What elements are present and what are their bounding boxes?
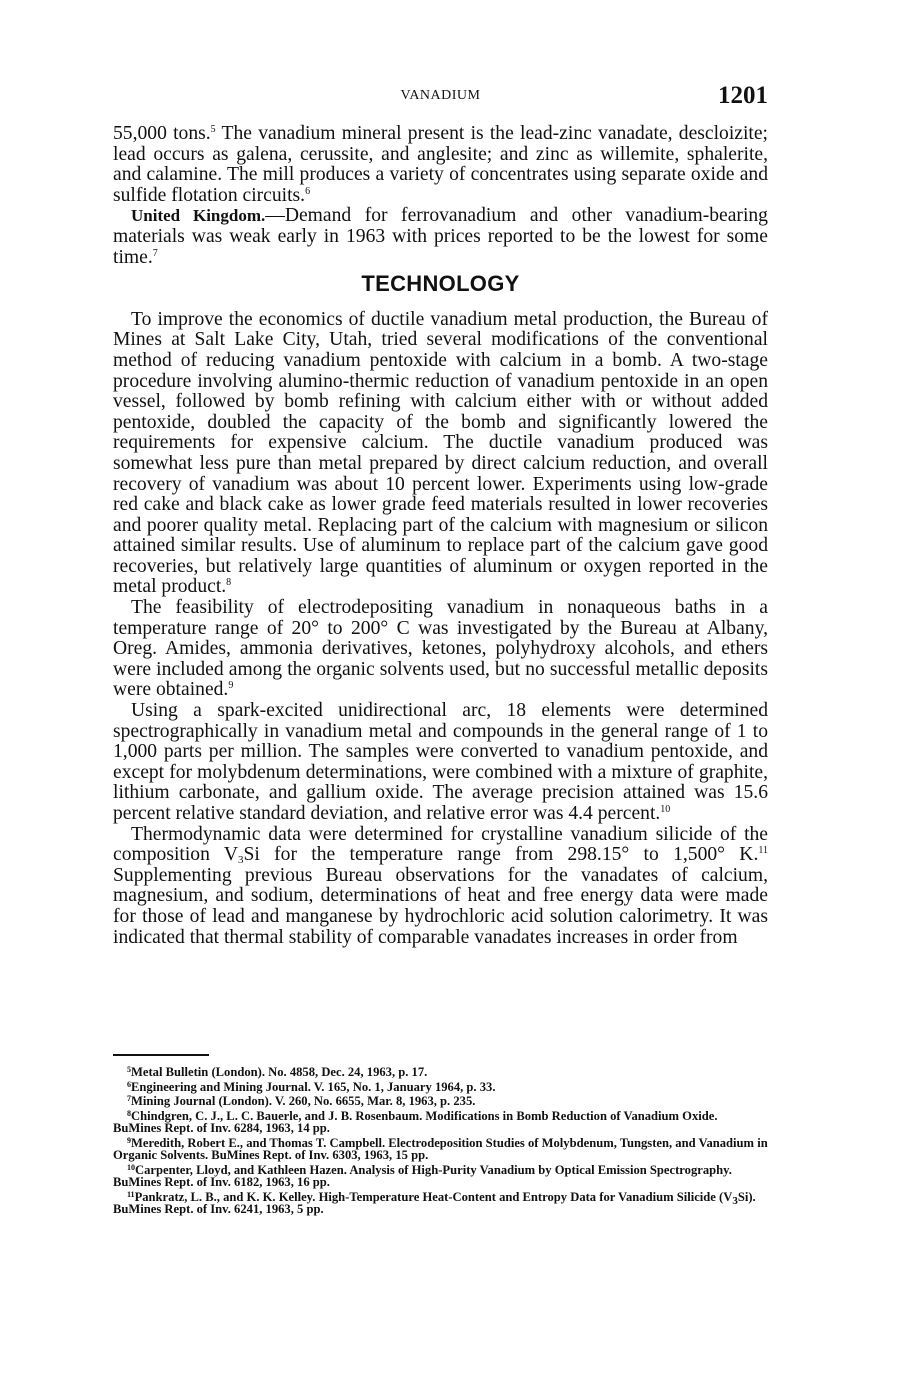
footnotes (113, 1064, 768, 1216)
footnote-ref: 11 (758, 845, 768, 857)
paragraph-electrodepositing (113, 598, 768, 701)
footnote (113, 1108, 768, 1134)
paragraph-text: Using a spark-excited unidirectional arc, 18 elements were determined spectrographically in vanadium metal and compounds in the general range of 1 to 1,000 parts per million. The samples were converted to vanadium pentoxide, and except for molybdenum determinations, were combined with a mixture of graphite, lithium carbonate, and gallium oxide. The average precision attained was 15.6 percent relative standard deviation, and relative error was 4.4 percent. (113, 700, 768, 824)
running-title: VANADIUM (400, 88, 481, 103)
footnote (113, 1135, 768, 1161)
footnote-text: Engineering and Mining Journal. V. 165, No. 1, January 1964, p. 33. (131, 1079, 496, 1094)
paragraph-thermodynamic (113, 825, 768, 949)
footnote (113, 1162, 768, 1188)
footnote-ref: 9 (228, 680, 234, 692)
subscript: 3 (732, 1194, 738, 1207)
section-heading: TECHNOLOGY (361, 271, 520, 297)
footnote-ref: 7 (152, 247, 158, 259)
paragraph-text: The vanadium mineral present is the lead-zinc vanadate, descloizite; lead occurs as galena, cerussite, and anglesite; and zinc as willemite, sphalerite, and calamine. The mill produces a variety of concentrates using separate oxide and sulfide flotation circuits. (113, 123, 768, 206)
footnote (113, 1079, 768, 1093)
footnote-ref: 10 (660, 804, 671, 815)
footnote-number: 5 (127, 1065, 131, 1074)
footnote-text: Si). BuMines Rept. of Inv. 6241, 1963, 5 pp. (113, 1189, 756, 1217)
paragraph-continued (113, 124, 768, 206)
footnote-text: Chindgren, C. J., L. C. Bauerle, and J. B. Rosenbaum. Modifications in Bomb Reduction of Vanadium Oxide. BuMines Rept. of Inv. 6284, 1963, 14 pp. (113, 1109, 718, 1136)
footnote-ref: 5 (210, 124, 216, 135)
footnote-text: Pankratz, L. B., and K. K. Kelley. High-Temperature Heat-Content and Entropy Data for Vanadium Silicide (V (134, 1189, 733, 1204)
footnote-number: 11 (127, 1189, 135, 1199)
footnote (113, 1064, 768, 1078)
footnote (113, 1093, 768, 1107)
paragraph-text: Thermodynamic data were determined for crystalline vanadium silicide of the composition V (113, 823, 768, 866)
paragraph-text: Si for the temperature range from 298.15° to 1,500° K. (243, 844, 759, 866)
footnote-number: 9 (127, 1136, 131, 1146)
footnote-number: 6 (127, 1079, 131, 1089)
page-header (113, 82, 768, 114)
paragraph-text: 55,000 tons. (113, 123, 211, 144)
paragraph-text: To improve the economics of ductile vanadium metal production, the Bureau of Mines at Salt Lake City, Utah, tried several modifications of the conventional method of reducing vanadium pentoxide with calcium in a bomb. A two-stage procedure involving alumino-thermic reduction of vanadium pentoxide in an open vessel, followed by bomb refining with calcium either with or without added pentoxide, doubled the capacity of the bomb and significantly lowered the requirements for expensive calcium. The ductile vanadium produced was somewhat less pure than metal prepared by direct calcium reduction, and overall recovery of vanadium was about 10 percent lower. Experiments using low-grade red cake and black cake as lower grade feed materials resulted in lower recoveries and poorer quality metal. Replacing part of the calcium with magnesium or silicon attained similar results. Use of aluminum to replace part of the calcium gave good recoveries, but relatively large quantities of aluminum or oxygen reported in the metal product. (113, 308, 768, 598)
footnote-ref: 6 (305, 185, 311, 197)
footnote (113, 1189, 768, 1215)
footnote-ref: 8 (226, 577, 232, 589)
paragraph-text: The feasibility of electrodepositing vanadium in nonaqueous baths in a temperature range of 20° to 200° C was investigated by the Bureau at Albany, Oreg. Amides, ammonia derivatives, ketones, polyhydroxy alcohols, and ethers were included among the organic solvents used, but no successful metallic deposits were obtained. (113, 597, 768, 701)
paragraph-metal-production (113, 310, 768, 598)
footnote-number: 10 (127, 1162, 135, 1172)
paragraph-spectrographic (113, 701, 768, 825)
paragraph-text: —Demand for ferrovanadium and other vanadium-bearing materials was weak early in 1963 with prices reported to be the lowest for some time. (113, 205, 768, 268)
footnote-number: 7 (127, 1094, 131, 1104)
body-text (113, 124, 768, 948)
runin-heading: United Kingdom. (131, 206, 266, 226)
footnote-text: Meredith, Robert E., and Thomas T. Campbell. Electrodeposition Studies of Molybdenum, Tungsten, and Vanadium in Organic Solvents. BuMines Rept. of Inv. 6303, 1963, 15 pp. (113, 1136, 768, 1163)
paragraph-text: Supplementing previous Bureau observations for the vanadates of calcium, magnesium, and sodium, determinations of heat and free energy data were made for those of lead and manganese by hydrochloric acid solution calorimetry. It was indicated that thermal stability of comparable vanadates increases in order from (113, 864, 768, 948)
footnote-text: Metal Bulletin (London). No. 4858, Dec. 24, 1963, p. 17. (131, 1065, 428, 1079)
paragraph-united-kingdom (113, 206, 768, 268)
footnote-divider (113, 1054, 209, 1056)
subscript: 3 (237, 854, 244, 867)
footnote-text: Carpenter, Lloyd, and Kathleen Hazen. Analysis of High-Purity Vanadium by Optical Emission Spectrography. BuMines Rept. of Inv. 6182, 1963, 16 pp. (113, 1162, 732, 1190)
footnote-text: Mining Journal (London). V. 260, No. 6655, Mar. 8, 1963, p. 235. (131, 1094, 476, 1109)
page-number: 1201 (718, 82, 768, 109)
footnote-number: 8 (127, 1109, 131, 1119)
